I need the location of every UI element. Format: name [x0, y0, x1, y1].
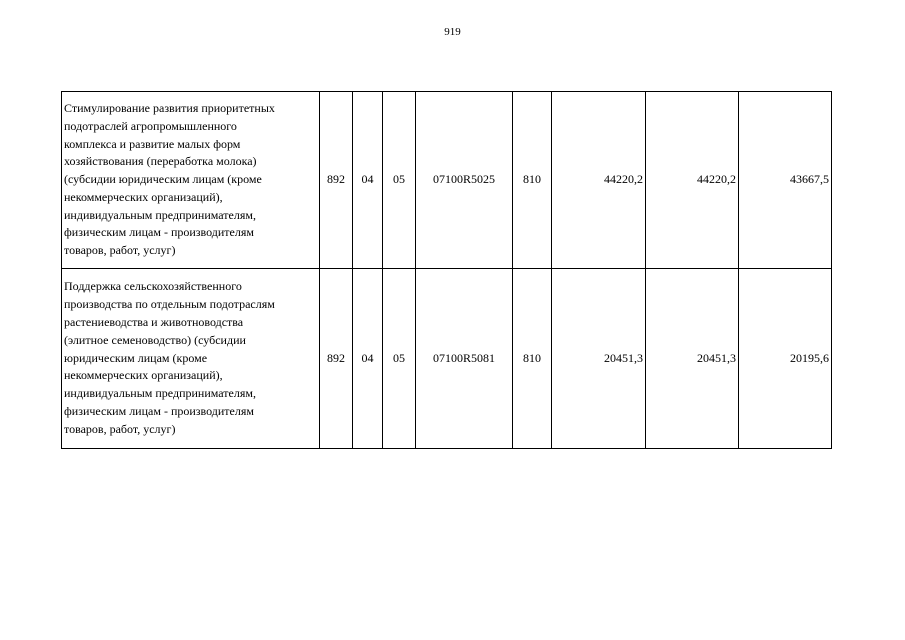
table-row	[62, 92, 832, 269]
ministry-code: 892	[320, 269, 353, 449]
subsection-code: 05	[383, 269, 416, 449]
section-code: 04	[353, 92, 383, 269]
expense-type-code: 810	[513, 92, 552, 269]
amount-1: 44220,2	[552, 92, 646, 269]
amount-3: 43667,5	[739, 92, 832, 269]
table-row	[62, 269, 832, 449]
expense-type-code: 810	[513, 269, 552, 449]
budget-table	[61, 91, 832, 449]
amount-2: 44220,2	[646, 92, 739, 269]
amount-1: 20451,3	[552, 269, 646, 449]
amount-3: 20195,6	[739, 269, 832, 449]
section-code: 04	[353, 269, 383, 449]
ministry-code: 892	[320, 92, 353, 269]
target-article-code: 07100R5025	[416, 92, 513, 269]
row-description: Поддержка сельскохозяйственного производства по отдельным подотраслям растениеводства и животноводства (элитное семеноводство) (субсидии юридическим лицам (кроме некоммерческих организаций), индивидуальным предпринимателям, физическим лицам - производителям товаров, работ, услуг)	[62, 269, 320, 449]
subsection-code: 05	[383, 92, 416, 269]
page-number: 919	[444, 26, 461, 38]
row-description: Стимулирование развития приоритетных подотраслей агропромышленного комплекса и развитие малых форм хозяйствования (переработка молока) (субсидии юридическим лицам (кроме некоммерческих организаций), индивидуальным предпринимателям, физическим лицам - производителям товаров, работ, услуг)	[62, 92, 320, 269]
amount-2: 20451,3	[646, 269, 739, 449]
target-article-code: 07100R5081	[416, 269, 513, 449]
